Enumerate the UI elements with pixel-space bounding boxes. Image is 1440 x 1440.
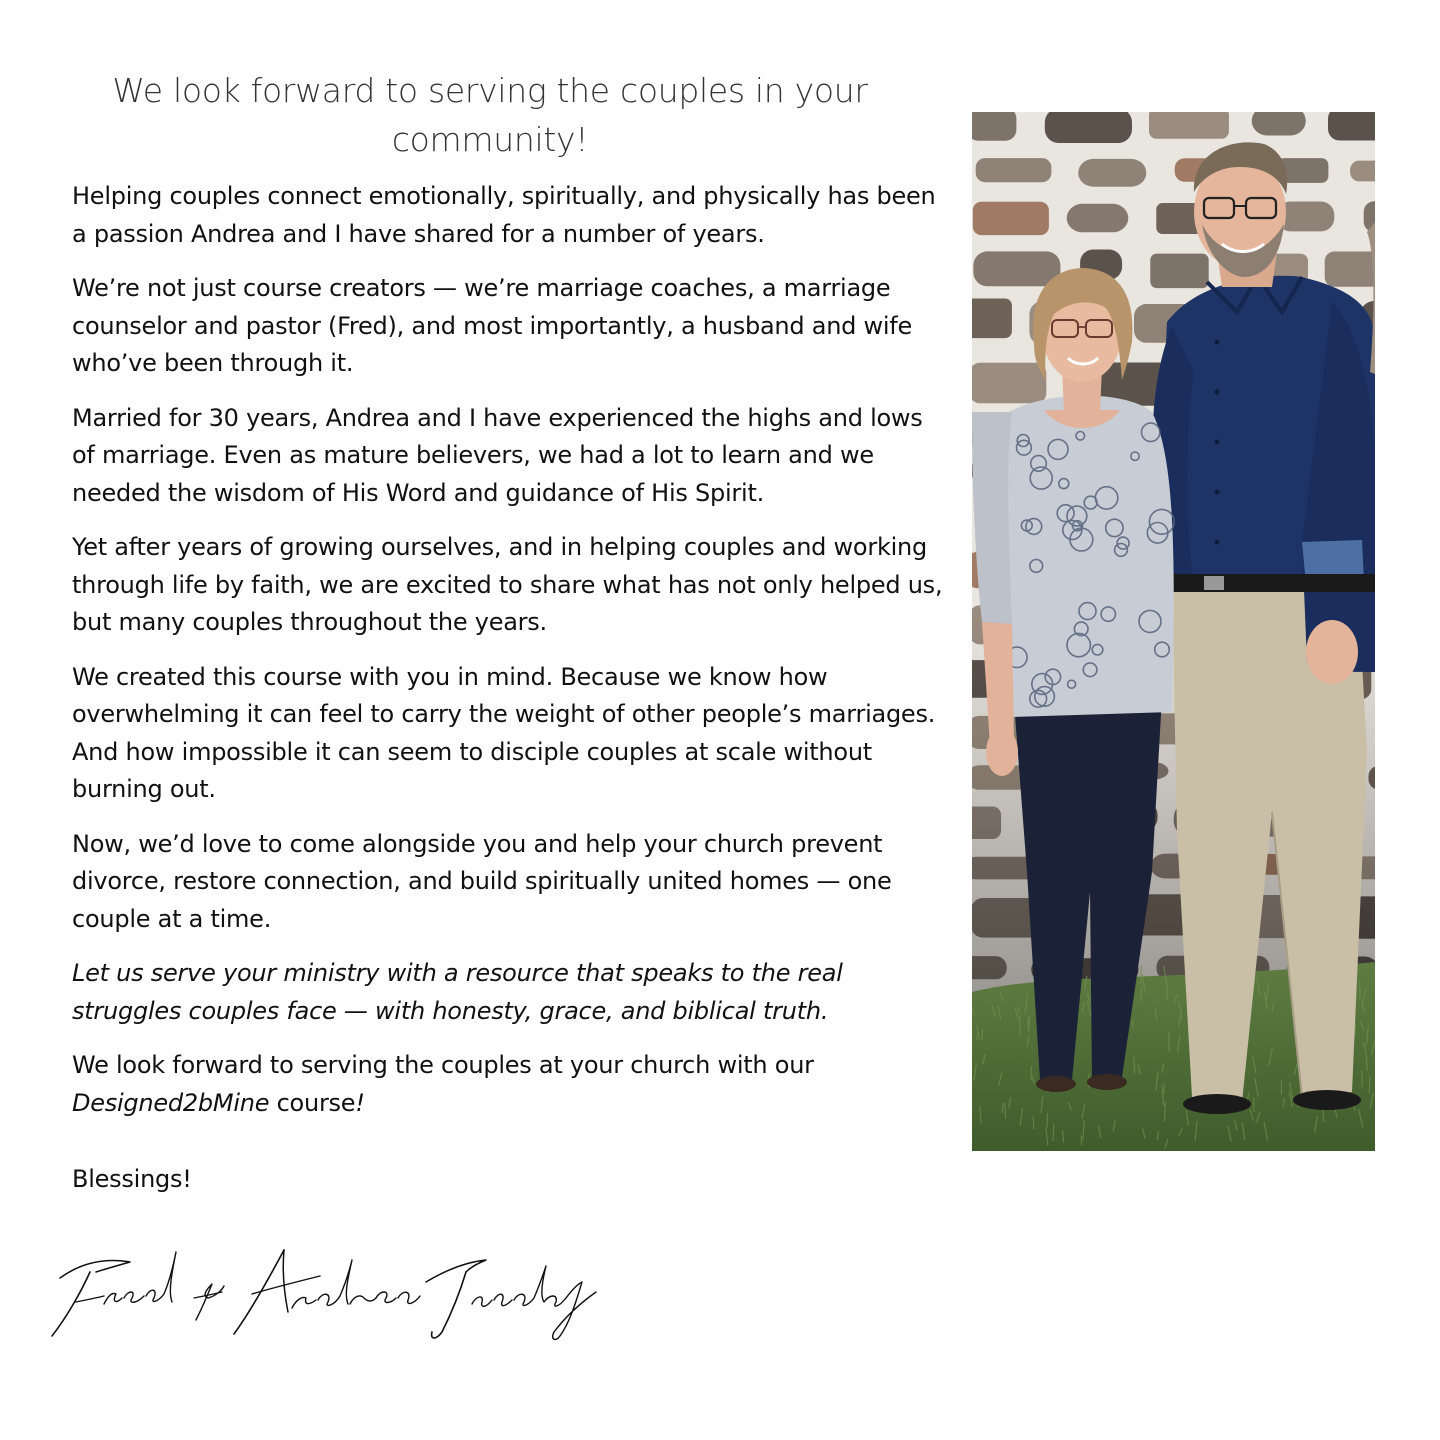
letter-paragraph: We’re not just course creators — we’re marriage coaches, a marriage counselor and pastor (Fred), and most importantly, a husband and wife who’ve been through it. bbox=[72, 274, 913, 377]
wall-stone bbox=[1328, 112, 1375, 141]
wall-stone bbox=[972, 112, 1016, 141]
grass-blade bbox=[1141, 986, 1142, 1002]
wall-stone bbox=[972, 299, 1012, 339]
grass-blade bbox=[1033, 1117, 1034, 1130]
grass-blade bbox=[982, 1028, 983, 1040]
grass-blade bbox=[1362, 998, 1363, 1008]
wall-stone bbox=[1045, 112, 1132, 143]
grass-blade bbox=[1132, 1020, 1133, 1028]
letter-body bbox=[72, 178, 944, 1216]
wall-stone bbox=[1252, 112, 1306, 136]
wall-stone bbox=[976, 158, 1052, 182]
course-name: Designed2bMine bbox=[72, 1088, 270, 1117]
letter-italic-paragraph: Let us serve your ministry with a resource that speaks to the real struggles couples face — with honesty, grace, and biblical truth. bbox=[72, 959, 843, 1025]
grass-blade bbox=[1165, 1102, 1166, 1121]
letter-paragraph: We created this course with you in mind. Because we know how overwhelming it can feel to carry the weight of other people’s marriages. And how impossible it can seem to disciple couples at scale without burning out. bbox=[72, 662, 936, 803]
closing-text: Blessings! bbox=[72, 1165, 192, 1193]
letter-paragraph: Now, we’d love to come alongside you and help your church prevent divorce, restore connection, and build spiritually united homes — one couple at a time. bbox=[72, 829, 892, 933]
signature-image bbox=[46, 1232, 606, 1342]
wall-stone bbox=[1149, 112, 1229, 139]
wall-stone bbox=[1150, 254, 1208, 289]
signature bbox=[46, 1232, 606, 1342]
grass-blade bbox=[1020, 1016, 1021, 1035]
grass-blade bbox=[1141, 966, 1142, 984]
wall-stone bbox=[972, 363, 1046, 404]
wall-stone bbox=[1350, 161, 1375, 182]
letter-paragraph-course bbox=[72, 1047, 944, 1122]
wall-stone bbox=[1067, 204, 1129, 233]
couple-photo-illustration bbox=[972, 112, 1375, 1151]
course-exclamation: ! bbox=[355, 1088, 365, 1117]
letter-paragraph: Yet after years of growing ourselves, and in helping couples and working through life by faith, we are excited to share what has not only helped us, but many couples throughout the years. bbox=[72, 533, 943, 636]
course-word: course bbox=[269, 1088, 356, 1117]
letter-paragraph: Married for 30 years, Andrea and I have experienced the highs and lows of marriage. Even as mature believers, we had a lot to learn and we needed the wisdom of His Word and guidance of His Spirit. bbox=[72, 403, 923, 507]
couple-photo bbox=[972, 112, 1375, 1151]
wall-stone bbox=[1325, 252, 1375, 287]
wall-stone bbox=[973, 251, 1060, 286]
course-intro-text: We look forward to serving the couples at your church with our bbox=[72, 1051, 814, 1079]
wall-stone bbox=[1078, 159, 1146, 187]
page-heading: We look forward to serving the couples in your community! bbox=[112, 71, 868, 159]
grass-blade bbox=[1053, 1124, 1054, 1141]
wall-stone bbox=[973, 202, 1049, 235]
grass-blade bbox=[1081, 1135, 1082, 1145]
letter-paragraph: Helping couples connect emotionally, spiritually, and physically has been a passion Andrea and I have shared for a number of years. bbox=[72, 182, 936, 248]
